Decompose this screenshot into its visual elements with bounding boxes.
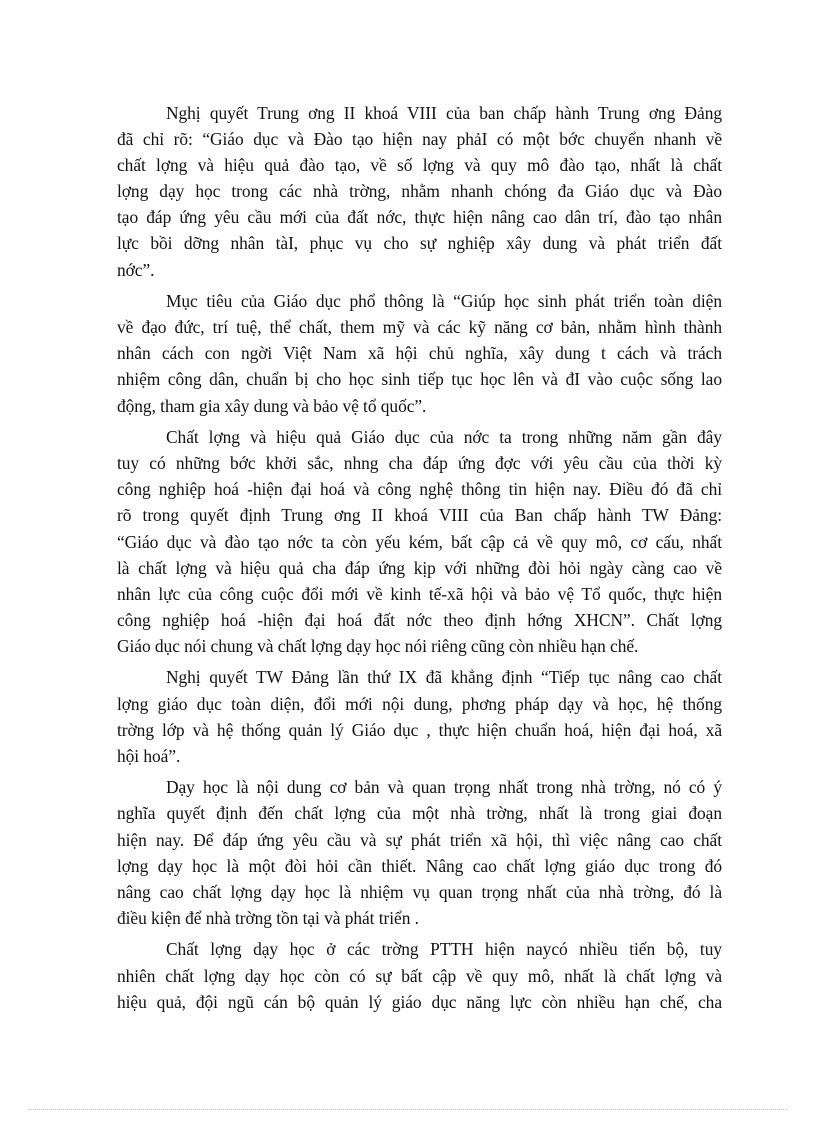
text-line: Nghị quyết Trung ơng II khoá VIII của ban chấp hành Trung ơng Đảng	[166, 103, 722, 123]
text-line: “Giáo dục và đào tạo nớc ta còn yếu kém, bất cập cả về quy mô, cơ cấu, nhất	[117, 531, 722, 552]
text-line: Giáo dục nói chung và chất lợng dạy học nói riêng cũng còn nhiều hạn chế.	[117, 635, 639, 656]
paragraph-6	[117, 936, 722, 1014]
text-line: nhiệm công dân, chuẩn bị cho học sinh tiếp tục học lên và đI vào cuộc sống lao	[117, 369, 722, 390]
text-line: hiệu quả, đội ngũ cán bộ quản lý giáo dục năng lực còn nhiều hạn chế, cha	[117, 991, 722, 1012]
text-line: nớc”.	[117, 259, 155, 280]
text-line: tuy có những bớc khởi sắc, nhng cha đáp ứng đợc với yêu cầu của thời kỳ	[117, 453, 722, 474]
text-line: nhiên chất lợng dạy học còn có sự bất cập về quy mô, nhất là chất lợng và	[117, 965, 722, 986]
text-line: lợng giáo dục toàn diện, đổi mới nội dung, phơng pháp dạy và học, hệ thống	[117, 693, 722, 714]
text-line: hiện nay. Để đáp ứng yêu cầu và sự phát triển xã hội, thì việc nâng cao chất	[117, 829, 722, 850]
text-line: công nghiệp hoá -hiện đại hoá và công nghệ thông tin hiện nay. Điều đó đã chỉ	[117, 479, 722, 500]
paragraph-4	[117, 664, 722, 768]
paragraph-1	[117, 100, 722, 283]
paragraph-2	[117, 288, 722, 418]
text-line: Chất lợng và hiệu quả Giáo dục của nớc ta trong những năm gần đây	[166, 427, 722, 448]
text-line: về đạo đức, trí tuệ, thể chất, them mỹ và các kỹ năng cơ bản, nhằm hình thành	[117, 317, 722, 338]
text-line: nhân lực của công cuộc đổi mới về kinh tế-xã hội và bảo vệ Tổ quốc, thực hiện	[117, 583, 722, 604]
text-line: lực bồi dỡng nhân tàI, phục vụ cho sự nghiệp xây dung và phát triển đất	[117, 233, 722, 254]
text-line: lợng dạy học trong các nhà trờng, nhằm nhanh chóng đa Giáo dục và Đào	[117, 181, 722, 202]
document-body	[117, 100, 722, 1020]
paragraph-3	[117, 424, 722, 659]
page-bottom-divider	[28, 1109, 788, 1110]
text-line: nâng cao chất lợng dạy học là nhiệm vụ quan trọng nhất của nhà trờng, đó là	[117, 881, 722, 902]
text-line: đã chỉ rõ: “Giáo dục và Đào tạo hiện nay phảI có một bớc chuyển nhanh về	[117, 129, 722, 150]
text-line: trờng lớp và hệ thống quản lý Giáo dục , thực hiện chuẩn hoá, hiện đại hoá, xã	[117, 719, 722, 740]
text-line: nhân cách con ngời Việt Nam xã hội chủ nghĩa, xây dung t cách và trách	[117, 343, 722, 364]
text-line: tạo đáp ứng yêu cầu mới của đất nớc, thực hiện nâng cao dân trí, đào tạo nhân	[117, 207, 722, 228]
text-line: công nghiệp hoá -hiện đại hoá đất nớc theo định hớng XHCN”. Chất lợng	[117, 609, 722, 630]
text-line: rõ trong quyết định Trung ơng II khoá VIII của Ban chấp hành TW Đảng:	[117, 505, 722, 526]
text-line: là chất lợng và hiệu quả cha đáp ứng kịp với những đòi hỏi ngày càng cao về	[117, 557, 722, 578]
text-line: Chất lợng dạy học ở các trờng PTTH hiện naycó nhiều tiến bộ, tuy	[166, 939, 722, 960]
text-line: hội hoá”.	[117, 745, 181, 766]
text-line: điều kiện để nhà trờng tồn tại và phát triển .	[117, 907, 419, 928]
text-line: động, tham gia xây dung và bảo vệ tổ quốc”.	[117, 395, 427, 416]
paragraph-5	[117, 774, 722, 931]
text-line: chất lợng và hiệu quả đào tạo, về số lợng và quy mô đào tạo, nhất là chất	[117, 155, 722, 176]
text-line: nghĩa quyết định đến chất lợng của một nhà trờng, nhất là trong giai đoạn	[117, 803, 722, 824]
text-line: Dạy học là nội dung cơ bản và quan trọng nhất trong nhà trờng, nó có ý	[166, 777, 722, 798]
text-line: lợng dạy học là một đòi hỏi cần thiết. Nâng cao chất lợng giáo dục trong đó	[117, 855, 722, 876]
text-line: Nghị quyết TW Đảng lần thứ IX đã khẳng định “Tiếp tục nâng cao chất	[166, 667, 722, 688]
text-line: Mục tiêu của Giáo dục phổ thông là “Giúp học sinh phát triển toàn diện	[166, 291, 722, 312]
